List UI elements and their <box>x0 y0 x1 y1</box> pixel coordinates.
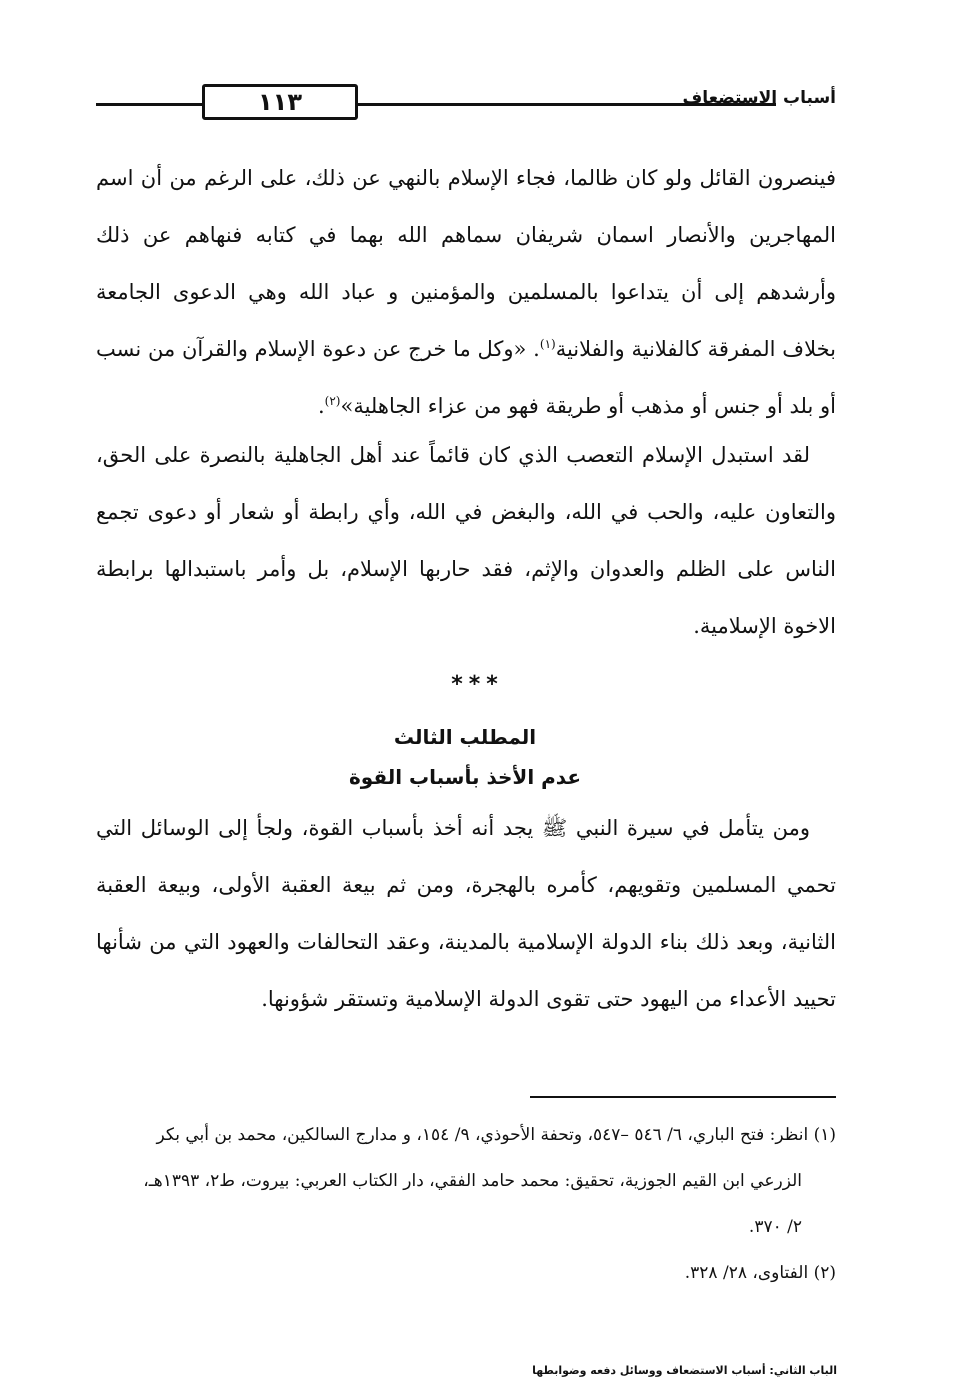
paragraph-1-text: فينصرون القائل ولو كان ظالما، فجاء الإسلام بالنهي عن ذلك، على الرغم من أن اسم المهاجرين والأنصار اسمان شريفان سماهم الله بهما في كتابه فنهاهم عن ذلك وأرشدهم إلى أن يتداعوا بالمسلمين والمؤمنين و عباد الله وهي الدعوى الجامعة بخلاف المفرقة كالفلانية والفلانية <box>96 166 836 361</box>
footnotes <box>96 1112 836 1296</box>
footnote-ref-1: (١) <box>539 337 556 351</box>
page-header <box>96 84 836 124</box>
paragraph-3: ومن يتأمل في سيرة النبي ﷺ يجد أنه أخذ بأسباب القوة، ولجأ إلى الوسائل التي تحمي المسلمين وتقويهم، كأمره بالهجرة، ومن ثم بيعة العقبة الأولى، وبيعة العقبة الثانية، وبعد ذلك بناء الدولة الإسلامية بالمدينة، وعقد التحالفات والعهود التي من شأنها تحييد الأعداء من اليهود حتى تقوى الدولة الإسلامية وتستقر شؤونها. <box>96 816 836 1011</box>
chapter-title: أسباب الاستضعاف <box>682 88 836 108</box>
paragraph-1-quote: . «وكل ما خرج عن دعوة الإسلام والقرآن من نسب أو بلد أو جنس أو مذهب أو طريقة فهو من عزاء الجاهلية» <box>96 337 836 418</box>
footnote-1 <box>96 1112 836 1250</box>
paragraph-2: لقد استبدل الإسلام التعصب الذي كان قائماً عند أهل الجاهلية بالنصرة على الحق، والتعاون عليه، والحب في الله، والبغض في الله، وأي رابطة أو شعار أو دعوى تجمع الناس على الظلم والعدوان والإثم، فقد حاربها الإسلام، بل وأمر باستبدالها برابطة الاخوة الإسلامية. <box>96 443 836 638</box>
section-subheading: عدم الأخذ بأسباب القوة <box>348 765 582 789</box>
section-heading: المطلب الثالث <box>393 725 537 749</box>
footnote-2 <box>96 1250 836 1296</box>
footnote-2-line1: (٢) الفتاوى، ٢٨/ ٣٢٨. <box>684 1263 836 1283</box>
footnote-divider <box>530 1096 836 1098</box>
footnote-ref-2: (٢) <box>324 394 341 408</box>
page-number-text: ١١٣ <box>258 88 302 116</box>
footnote-1-line2: الزرعي ابن القيم الجوزية، تحقيق: محمد حامد الفقي، دار الكتاب العربي: بيروت، ط٢، ١٣٩٣هـ، <box>143 1171 802 1191</box>
section-separator: *** <box>451 672 504 697</box>
page-footer: الباب الثاني: أسباب الاستضعاف ووسائل دفعه وضوابطها <box>532 1364 837 1377</box>
page-number <box>202 84 358 120</box>
footnote-1-line3: ٢/ ٣٧٠. <box>748 1217 802 1237</box>
paragraph-1 <box>96 150 836 435</box>
paragraph-1-end: . <box>317 394 325 418</box>
footnote-1-line1: (١) انظر: فتح الباري، ٦/ ٥٤٦ –٥٤٧، وتحفة الأحوذي، ٩/ ١٥٤، و مدارج السالكين، محمد بن أبي بكر <box>156 1125 836 1145</box>
header-rule-left <box>96 103 202 106</box>
